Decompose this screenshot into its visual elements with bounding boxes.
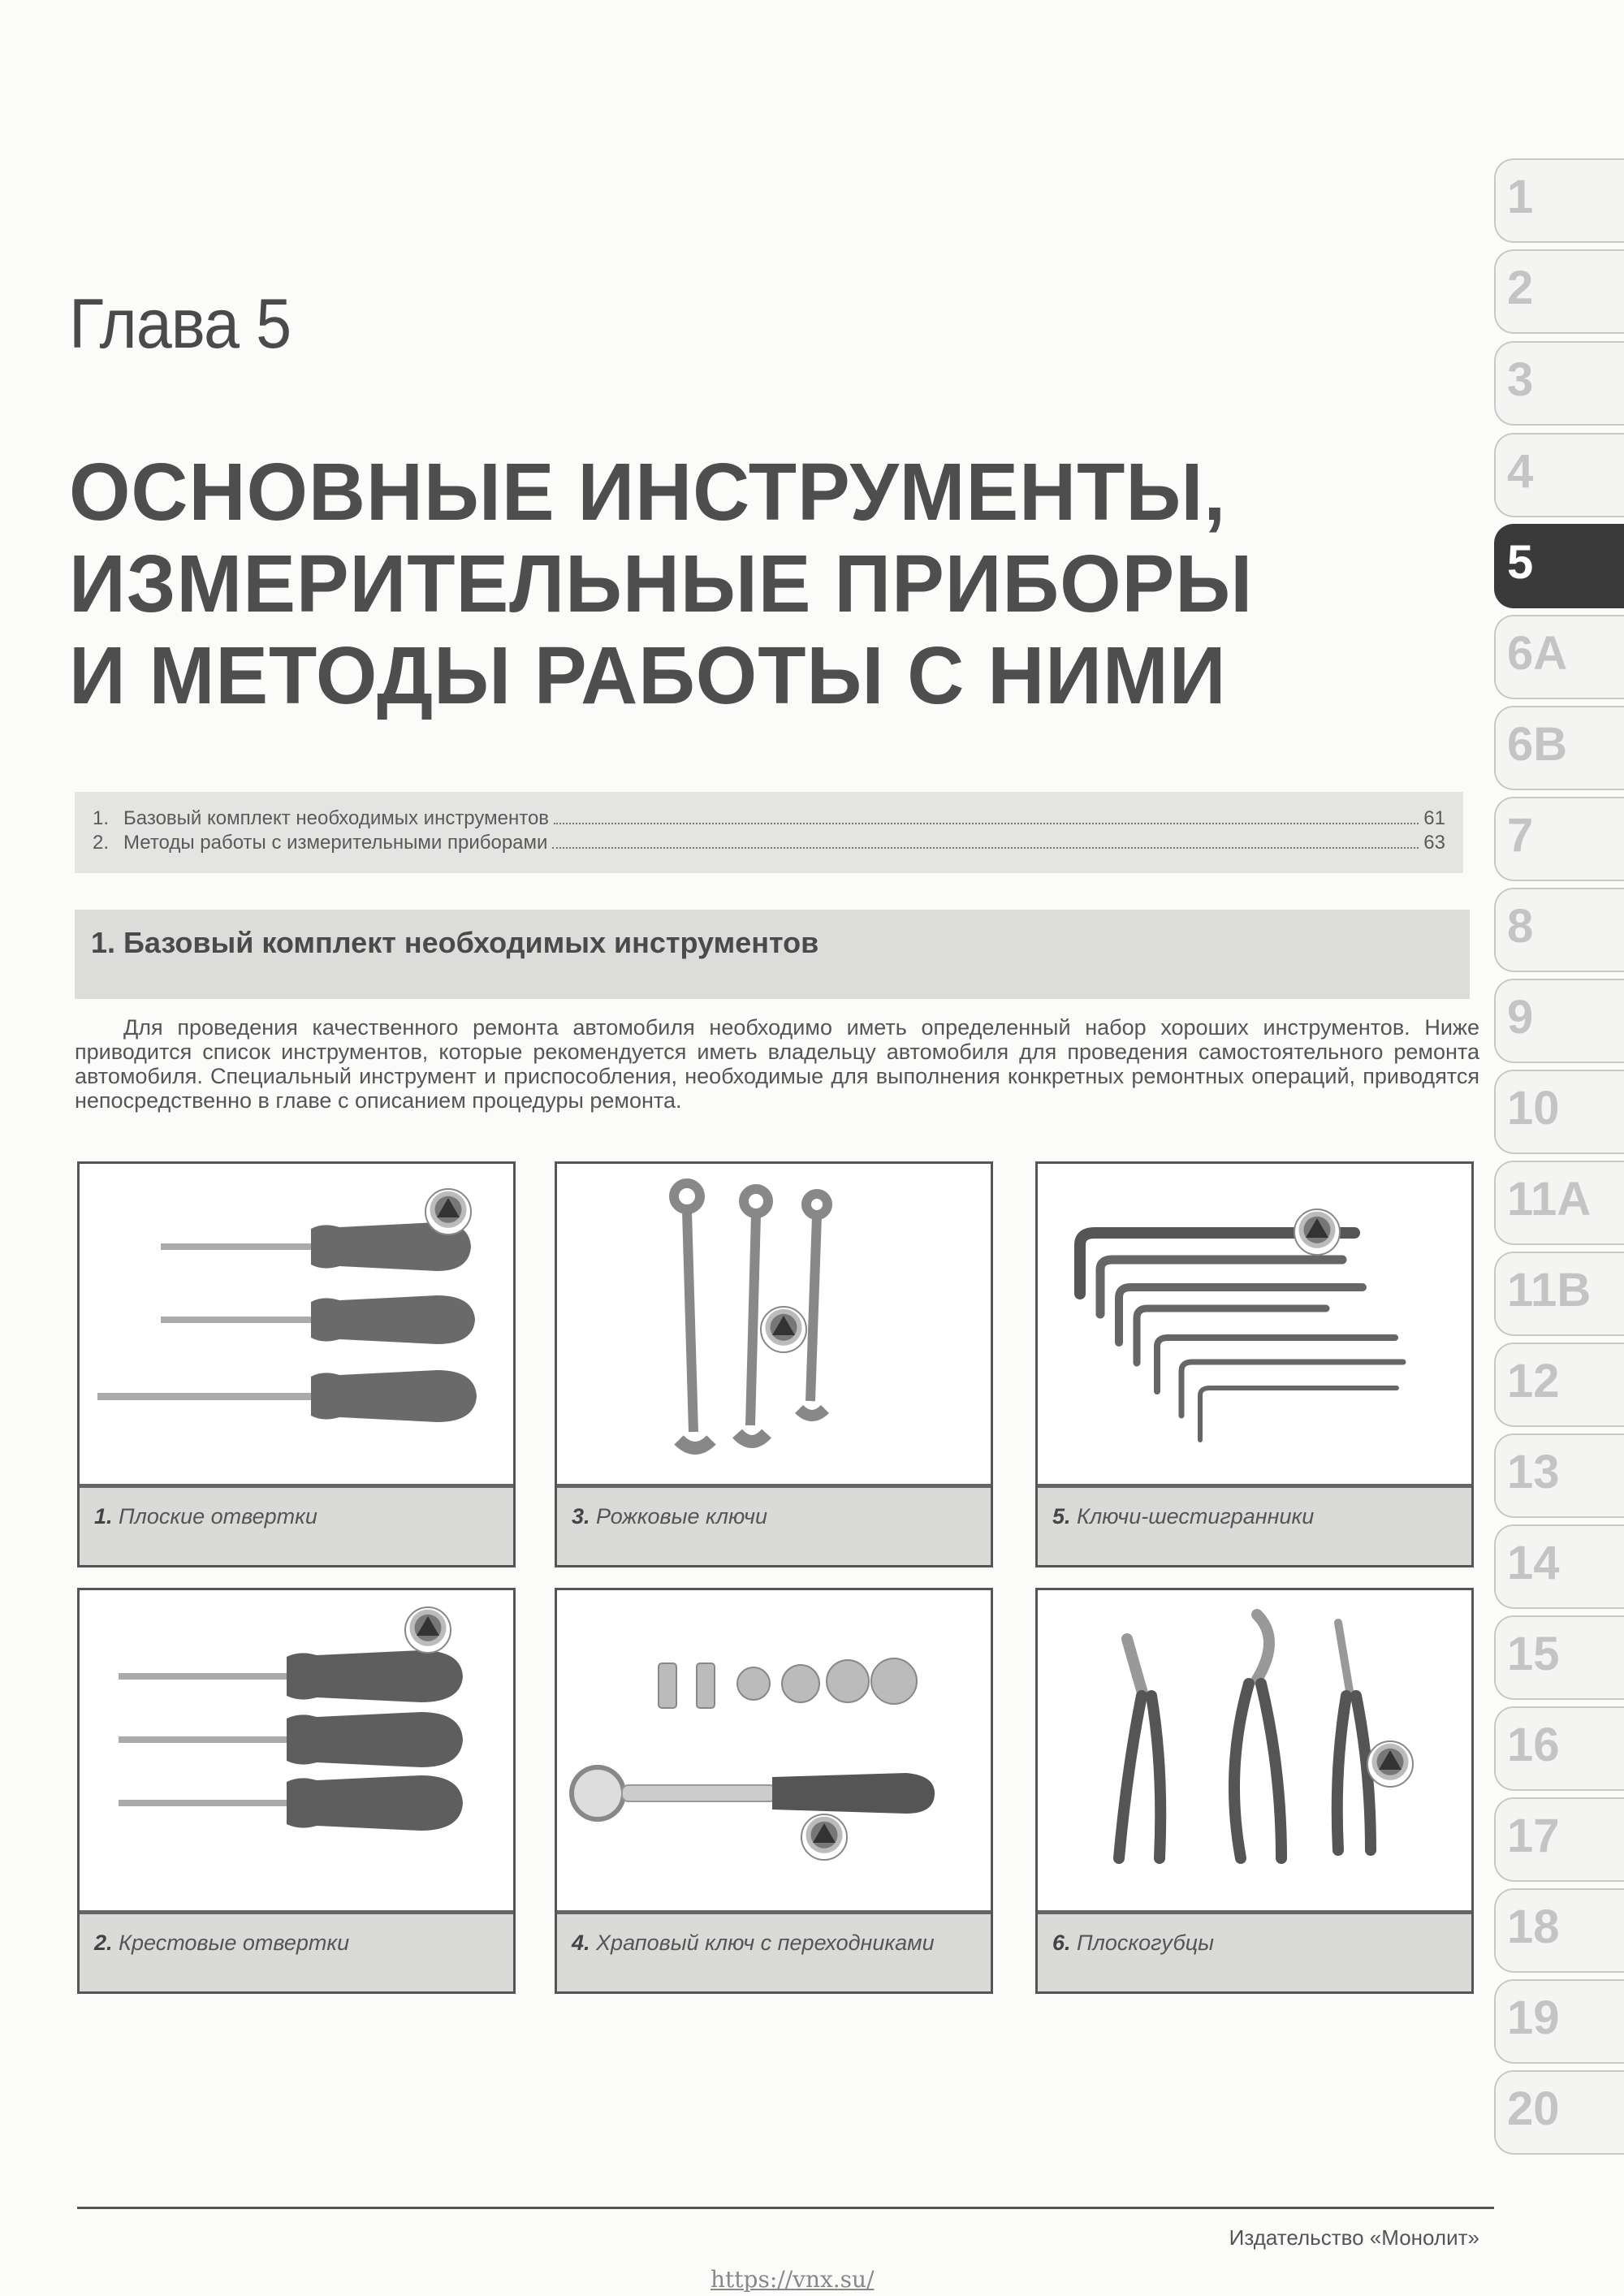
tab-label: 8 xyxy=(1507,900,1534,953)
figure-caption xyxy=(1038,1484,1471,1565)
figure-open-end-wrenches xyxy=(555,1161,993,1567)
chapter-title xyxy=(69,447,1408,722)
toc-page-number: 61 xyxy=(1423,807,1445,829)
flat-screwdrivers-image xyxy=(80,1164,513,1485)
figure-number: 1. xyxy=(94,1504,113,1529)
toc-entry[interactable] xyxy=(93,806,1445,831)
pliers-image xyxy=(1038,1590,1471,1911)
chapter-tab-4[interactable] xyxy=(1494,433,1624,517)
publisher-logo-icon xyxy=(404,1606,451,1654)
figure-number: 5. xyxy=(1052,1504,1071,1529)
figure-number: 2. xyxy=(94,1931,113,1955)
chapter-title-line: ОСНОВНЫЕ ИНСТРУМЕНТЫ, xyxy=(69,447,1227,538)
chapter-tab-3[interactable] xyxy=(1494,341,1624,426)
tab-label: 6A xyxy=(1507,627,1568,680)
toc-leader-dots xyxy=(554,823,1419,824)
chapter-tab-7[interactable] xyxy=(1494,797,1624,881)
chapter-tab-10[interactable] xyxy=(1494,1070,1624,1154)
chapter-tab-18[interactable] xyxy=(1494,1888,1624,1973)
toc-title: Методы работы с измерительными приборами xyxy=(123,832,548,854)
figure-caption xyxy=(80,1910,513,1991)
table-of-contents xyxy=(75,792,1463,873)
chapter-tab-1[interactable] xyxy=(1494,158,1624,243)
tab-label: 15 xyxy=(1507,1628,1560,1680)
figure-caption xyxy=(557,1484,991,1565)
toc-entry[interactable] xyxy=(93,831,1445,855)
figure-phillips-screwdrivers xyxy=(77,1588,516,1994)
tab-label: 14 xyxy=(1507,1537,1560,1589)
figure-caption xyxy=(557,1910,991,1991)
tab-label: 10 xyxy=(1507,1082,1560,1135)
open-end-wrenches-image xyxy=(557,1164,991,1485)
chapter-label: Глава 5 xyxy=(69,285,292,363)
tab-label: 9 xyxy=(1507,991,1534,1044)
figure-ratchet-with-sockets xyxy=(555,1588,993,1994)
chapter-tab-5[interactable] xyxy=(1494,524,1624,608)
tab-label: 18 xyxy=(1507,1900,1560,1953)
figure-caption xyxy=(1038,1910,1471,1991)
tab-label: 13 xyxy=(1507,1446,1560,1498)
toc-leader-dots xyxy=(552,847,1419,849)
figure-caption-text: Ключи-шестигранники xyxy=(1077,1504,1315,1529)
tab-label: 17 xyxy=(1507,1810,1560,1862)
chapter-tab-12[interactable] xyxy=(1494,1343,1624,1427)
tab-label: 5 xyxy=(1507,536,1534,589)
tab-label: 1 xyxy=(1507,171,1534,223)
figure-flat-screwdrivers xyxy=(77,1161,516,1567)
chapter-tab-6b[interactable] xyxy=(1494,706,1624,790)
intro-paragraph xyxy=(75,1015,1479,1113)
toc-number: 1. xyxy=(93,807,110,829)
ratchet-with-sockets-image xyxy=(557,1590,991,1911)
phillips-screwdrivers-image xyxy=(80,1590,513,1911)
tab-label: 3 xyxy=(1507,353,1534,406)
chapter-tab-20[interactable] xyxy=(1494,2070,1624,2155)
chapter-tab-6a[interactable] xyxy=(1494,615,1624,699)
publisher-logo-icon xyxy=(1294,1209,1341,1256)
footer-divider xyxy=(77,2207,1494,2209)
chapter-tab-19[interactable] xyxy=(1494,1979,1624,2064)
publisher-logo-icon xyxy=(425,1188,472,1235)
figure-pliers xyxy=(1035,1588,1474,1994)
intro-text: Для проведения качественного ремонта автомобиля необходимо иметь определенный набор хороших инструментов. Ниже приводится список инструментов, которые рекомендуется иметь владельцу автомобиля для проведения самостоятельного ремонта автомобиля. Специальный инструмент и приспособления, необходимые для выполнения конкретных ремонтных операций, приводятся непосредственно в главе с описанием процедуры ремонта. xyxy=(75,1015,1479,1113)
figure-number: 6. xyxy=(1052,1931,1071,1955)
section-title: 1. Базовый комплект необходимых инструментов xyxy=(91,926,819,959)
tab-label: 2 xyxy=(1507,262,1534,314)
tab-label: 6B xyxy=(1507,718,1568,771)
tab-label: 16 xyxy=(1507,1719,1560,1771)
toc-page-number: 63 xyxy=(1423,832,1445,854)
publisher-logo-icon xyxy=(760,1306,807,1353)
figure-caption-text: Крестовые отвертки xyxy=(119,1931,350,1955)
tab-label: 11A xyxy=(1507,1173,1592,1226)
figure-number: 4. xyxy=(572,1931,590,1955)
figure-caption-text: Храповый ключ с переходниками xyxy=(596,1931,935,1955)
publisher-logo-icon xyxy=(1367,1740,1414,1788)
publisher-logo-icon xyxy=(801,1814,848,1861)
chapter-tab-15[interactable] xyxy=(1494,1615,1624,1700)
toc-number: 2. xyxy=(93,832,110,854)
chapter-tab-14[interactable] xyxy=(1494,1524,1624,1609)
figure-caption-text: Рожковые ключи xyxy=(596,1504,768,1529)
publisher-name: Издательство «Монолит» xyxy=(1229,2225,1479,2250)
chapter-tab-17[interactable] xyxy=(1494,1797,1624,1882)
tab-label: 19 xyxy=(1507,1991,1560,2044)
chapter-title-line: И МЕТОДЫ РАБОТЫ С НИМИ xyxy=(69,630,1227,721)
chapter-title-line: ИЗМЕРИТЕЛЬНЫЕ ПРИБОРЫ xyxy=(69,538,1254,629)
figure-caption xyxy=(80,1484,513,1565)
figure-caption-text: Плоскогубцы xyxy=(1077,1931,1215,1955)
chapter-tab-2[interactable] xyxy=(1494,249,1624,334)
figure-caption-text: Плоские отвертки xyxy=(119,1504,317,1529)
chapter-tab-11b[interactable] xyxy=(1494,1252,1624,1336)
chapter-tab-16[interactable] xyxy=(1494,1706,1624,1791)
tab-label: 7 xyxy=(1507,809,1534,862)
hex-keys-image xyxy=(1038,1164,1471,1485)
chapter-tab-9[interactable] xyxy=(1494,979,1624,1063)
figure-number: 3. xyxy=(572,1504,590,1529)
section-heading xyxy=(75,910,1470,999)
tab-label: 11B xyxy=(1507,1264,1592,1317)
chapter-tab-8[interactable] xyxy=(1494,888,1624,972)
chapter-tab-11a[interactable] xyxy=(1494,1161,1624,1245)
tab-label: 4 xyxy=(1507,445,1534,498)
watermark-link[interactable]: https://vnx.su/ xyxy=(710,2266,875,2293)
chapter-tab-13[interactable] xyxy=(1494,1433,1624,1518)
tab-label: 20 xyxy=(1507,2082,1560,2135)
toc-title: Базовый комплект необходимых инструментов xyxy=(123,807,550,829)
figure-hex-keys xyxy=(1035,1161,1474,1567)
tab-label: 12 xyxy=(1507,1355,1560,1407)
